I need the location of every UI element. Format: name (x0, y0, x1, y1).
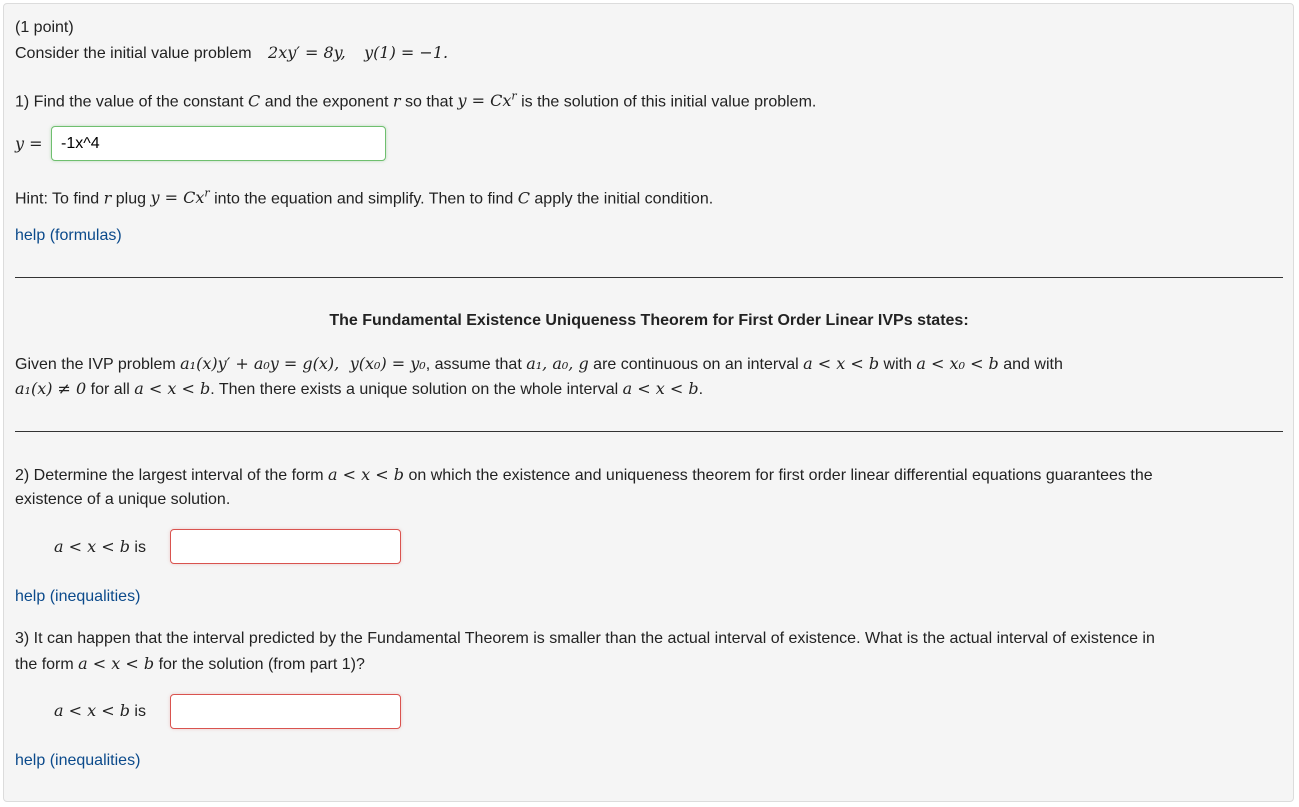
theorem-text-f: for all (90, 381, 130, 398)
hint-form (150, 188, 209, 207)
help-inequalities-link-1[interactable]: help (inequalities) (15, 588, 141, 605)
hint-text-b: plug (115, 190, 147, 208)
part3-answer-input[interactable] (170, 694, 401, 729)
part2-label-is: is (134, 539, 146, 556)
theorem-period: . (698, 381, 704, 398)
exponent-r: r (392, 91, 401, 111)
part2-help-row (15, 585, 140, 609)
part2-interval: a < x < b (328, 465, 404, 484)
part2-answer-input[interactable] (170, 529, 401, 564)
part1-answer-input[interactable] (51, 126, 386, 161)
help-formulas-link[interactable]: help (formulas) (15, 227, 122, 244)
theorem-text-b: , assume that (425, 356, 522, 373)
theorem-interval-3: a < x < b (622, 379, 699, 398)
part1-text-d: is the solution of this initial value problem. (521, 93, 817, 111)
help-inequalities-link-2[interactable]: help (inequalities) (15, 752, 141, 769)
theorem-title-text: The Fundamental Existence Uniqueness Theorem for First Order Linear IVPs states: (329, 312, 969, 329)
theorem-line-1 (15, 352, 1063, 377)
problem-statement (15, 41, 448, 66)
part2-question-line-2 (15, 488, 230, 512)
hint-text-a: Hint: To find (15, 190, 100, 208)
part3-text-a: 3) It can happen that the interval predicted by the Fundamental Theorem is smaller than the actual interval of existence. What is the actual interval of existence in (15, 630, 1155, 647)
part2-text-b: on which the existence and uniqueness theorem for first order linear differential equations guarantees the (408, 467, 1153, 484)
part1-text-c: so that (404, 93, 454, 111)
part3-help-row (15, 749, 140, 773)
part3-question-line-1 (15, 627, 1155, 651)
solution-form-base: y = Cx (457, 91, 512, 111)
theorem-title (15, 309, 1283, 333)
theorem-text-g: . Then there exists a unique solution on the whole interval (210, 381, 619, 398)
y-equals-label: y = (15, 134, 43, 153)
part1-text-b: and the exponent (264, 93, 389, 111)
part1-answer-label (15, 132, 43, 157)
intro-text: Consider the initial value problem (15, 45, 252, 62)
part3-text-c: for the solution (from part 1)? (158, 656, 365, 673)
part2-text-a: 2) Determine the largest interval of the form (15, 467, 324, 484)
part1-hint (15, 182, 713, 211)
part2-question-line-1 (15, 463, 1153, 488)
divider-top (15, 277, 1283, 278)
hint-form-exponent: r (204, 187, 210, 200)
part3-question-line-2 (15, 652, 365, 677)
part2-answer-label (54, 535, 146, 560)
problem-panel (3, 3, 1294, 802)
part3-label-is: is (134, 703, 146, 720)
theorem-text-d: with (883, 356, 912, 373)
hint-text-d: apply the initial condition. (534, 190, 714, 208)
points-text: (1 point) (15, 19, 74, 36)
solution-form (457, 91, 516, 110)
part1-question (15, 85, 816, 114)
hint-form-base: y = Cx (150, 188, 205, 208)
ode-equation: 2xy′ = 8y, (268, 43, 346, 62)
theorem-ode: a₁(x)y′ + a₀y = g(x), (180, 354, 340, 373)
theorem-text-a: Given the IVP problem (15, 356, 176, 373)
points-label (15, 16, 74, 40)
part3-text-b: the form (15, 656, 74, 673)
theorem-text-e: and with (1003, 356, 1063, 373)
theorem-interval-x0: a < x₀ < b (916, 354, 999, 373)
theorem-interval-2: a < x < b (134, 379, 211, 398)
part1-help-row (15, 224, 122, 248)
theorem-line-2 (15, 377, 703, 402)
part3-label-interval: a < x < b (54, 701, 130, 720)
solution-form-exponent: r (511, 90, 517, 103)
part3-interval: a < x < b (78, 654, 155, 673)
theorem-interval: a < x < b (803, 354, 880, 373)
theorem-initial-condition: y(x₀) = y₀ (349, 354, 426, 373)
part3-answer-label (54, 699, 146, 724)
divider-bottom (15, 431, 1283, 432)
theorem-nonzero-condition: a₁(x) ≠ 0 (15, 379, 87, 398)
part2-text-c: existence of a unique solution. (15, 491, 231, 508)
part1-text-a: 1) Find the value of the constant (15, 93, 244, 111)
hint-text-c: into the equation and simplify. Then to find (214, 190, 514, 208)
theorem-functions: a₁, a₀, g (526, 354, 589, 373)
initial-condition: y(1) = −1. (364, 43, 449, 62)
theorem-text-c: are continuous on an interval (593, 356, 799, 373)
part2-label-interval: a < x < b (54, 537, 130, 556)
constant-c: C (248, 91, 261, 111)
hint-r: r (103, 188, 112, 208)
hint-c: C (517, 188, 530, 208)
